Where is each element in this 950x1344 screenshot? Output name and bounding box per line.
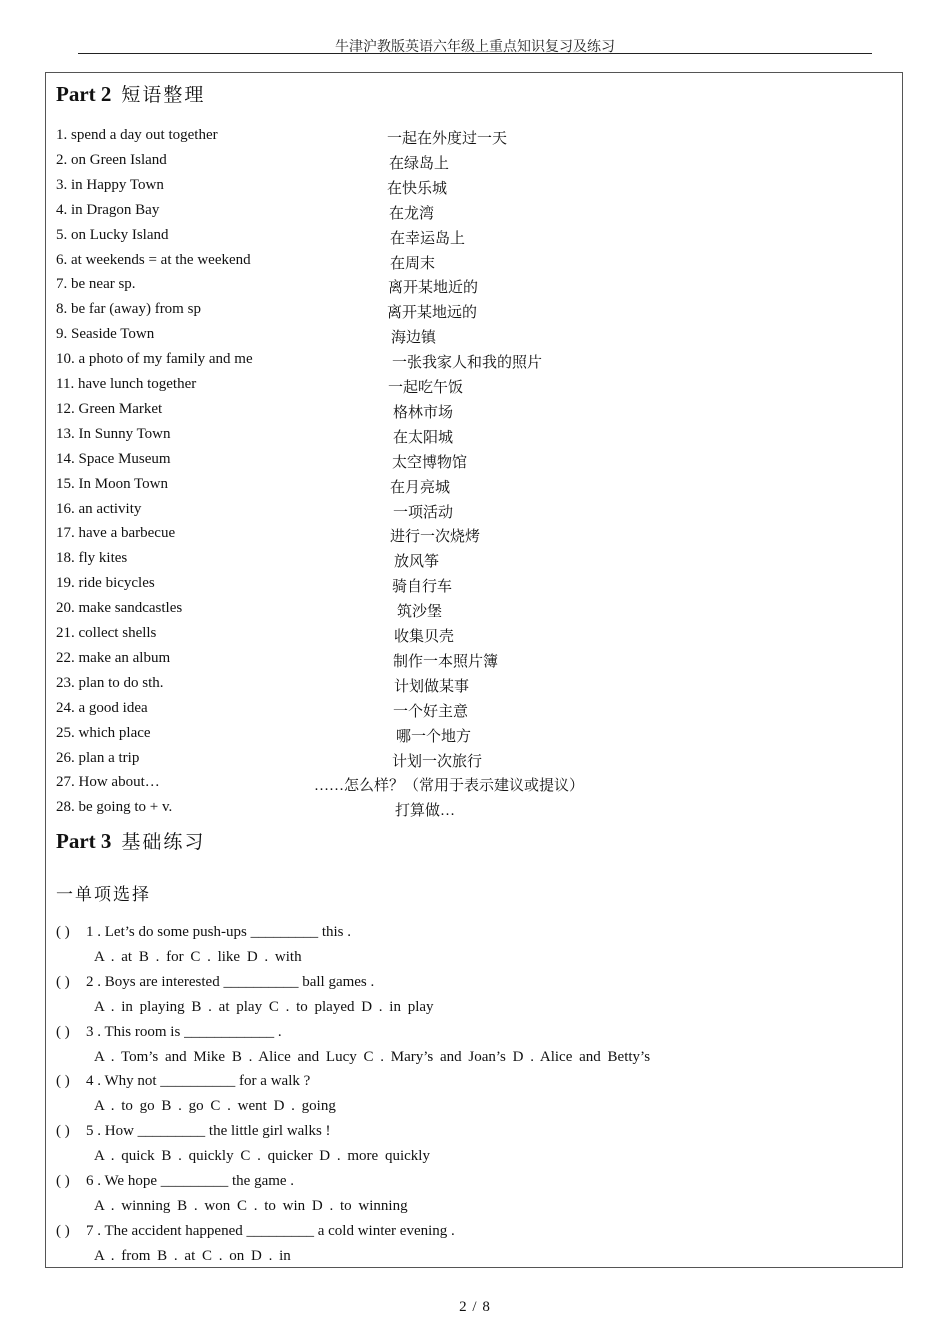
phrase-zh: 计划一次旅行: [392, 753, 483, 770]
header-rule: [78, 53, 872, 54]
answer-blank[interactable]: ( ): [56, 1222, 70, 1239]
phrase-en: 14. Space Museum: [56, 450, 171, 467]
phrase-row: [56, 799, 456, 821]
question-options: A . to go B . go C . went D . going: [94, 1098, 336, 1115]
phrase-row: [56, 226, 466, 249]
question-options: A . from B . at C . on D . in: [94, 1247, 291, 1264]
phrase-row: [56, 774, 585, 796]
answer-blank[interactable]: ( ): [56, 1123, 70, 1140]
question-options: A . Tom’s and Mike B . Alice and Lucy C . Mary’s and Joan’s D . Alice and Betty’s: [94, 1048, 651, 1065]
question-options: A . at B . for C . like D . with: [94, 949, 302, 965]
phrase-zh: 一个好主意: [393, 703, 469, 720]
phrase-en: 27. How about…: [56, 774, 160, 791]
phrase-en: 10. a photo of my family and me: [56, 351, 253, 368]
page-number: 2 / 8: [459, 1299, 491, 1315]
phrase-en: 5. on Lucky Island: [56, 226, 169, 243]
phrase-row: [56, 151, 450, 174]
phrase-row: [56, 400, 454, 423]
phrase-zh: 放风筝: [394, 554, 440, 571]
part3-label: Part 3: [56, 829, 112, 853]
phrase-row: [56, 251, 436, 274]
phrase-zh: 进行一次烧烤: [390, 529, 481, 546]
question-stem: [56, 924, 351, 941]
phrase-zh: 制作一本照片簿: [393, 653, 499, 670]
phrase-row: [56, 127, 508, 149]
phrase-row: [56, 326, 437, 348]
question-text: 3 . This room is ____________ .: [86, 1023, 282, 1040]
phrase-row: [56, 575, 453, 597]
question-text: 1 . Let’s do some push-ups _________ this .: [86, 924, 351, 940]
phrase-zh: 在绿岛上: [389, 155, 450, 172]
question-text: 7 . The accident happened _________ a cold winter evening .: [86, 1222, 455, 1239]
phrase-en: 6. at weekends = at the weekend: [56, 251, 251, 268]
phrase-en: 9. Seaside Town: [56, 326, 155, 343]
phrase-en: 17. have a barbecue: [56, 525, 176, 542]
phrase-en: 19. ride bicycles: [56, 575, 155, 592]
phrase-en: 25. which place: [56, 724, 151, 741]
phrase-en: 20. make sandcastles: [56, 600, 183, 617]
phrase-zh: 格林市场: [393, 404, 454, 421]
phrase-zh: 打算做…: [395, 803, 456, 820]
phrase-row: [56, 276, 479, 298]
phrase-en: 28. be going to + v.: [56, 799, 173, 816]
question-text: 2 . Boys are interested __________ ball games .: [86, 973, 375, 990]
phrase-en: 23. plan to do sth.: [56, 674, 164, 691]
phrase-row: [56, 625, 455, 647]
phrase-en: 15. In Moon Town: [56, 475, 169, 492]
phrase-zh: 太空博物馆: [392, 454, 468, 471]
phrase-row: [56, 351, 543, 373]
phrase-en: 12. Green Market: [56, 400, 163, 417]
phrase-en: 7. be near sp.: [56, 276, 136, 293]
phrase-zh: 一项活动: [393, 504, 454, 521]
phrase-row: [56, 201, 435, 224]
phrase-zh: 计划做某事: [394, 678, 470, 695]
phrase-zh: 在龙湾: [389, 205, 435, 222]
part2-title-zh: 短语整理: [121, 85, 206, 106]
part2-label: Part 2: [56, 82, 112, 106]
phrase-zh: 一起在外度过一天: [387, 131, 508, 147]
phrase-row: [56, 600, 443, 622]
phrase-zh: 海边镇: [391, 330, 437, 347]
phrase-en: 8. be far (away) from sp: [56, 301, 201, 318]
phrase-zh: 在快乐城: [387, 180, 448, 197]
phrase-row: [56, 425, 454, 448]
question-text: 5 . How _________ the little girl walks !: [86, 1123, 331, 1140]
phrase-zh: 收集贝壳: [394, 629, 455, 645]
page-header-title: 牛津沪教版英语六年级上重点知识复习及练习: [335, 40, 615, 55]
part3-title-zh: 基础练习: [121, 832, 206, 853]
phrase-en: 22. make an album: [56, 649, 171, 666]
answer-blank[interactable]: ( ): [56, 1023, 70, 1040]
phrase-zh: 骑自行车: [392, 579, 453, 596]
phrase-row: [56, 500, 454, 523]
phrase-zh: 在太阳城: [393, 429, 454, 446]
phrase-row: [56, 749, 483, 772]
answer-blank[interactable]: ( ): [56, 973, 70, 990]
answer-blank[interactable]: ( ): [56, 1173, 70, 1189]
phrase-row: [56, 674, 470, 697]
phrase-row: [56, 525, 481, 547]
phrase-row: [56, 475, 451, 498]
phrase-zh: ……怎么样？（常用于表示建议或提议）: [314, 778, 585, 795]
question-options: A . in playing B . at play C . to played D . in play: [94, 998, 434, 1015]
phrase-en: 4. in Dragon Bay: [56, 201, 160, 218]
question-options: A . winning B . won C . to win D . to winning: [94, 1198, 408, 1214]
phrase-en: 26. plan a trip: [56, 749, 140, 766]
phrase-zh: 一起吃午饭: [388, 380, 464, 396]
part2-heading: [56, 80, 205, 107]
phrase-en: 1. spend a day out together: [56, 127, 218, 143]
question-text: 6 . We hope _________ the game .: [86, 1173, 295, 1189]
phrase-zh: 离开某地近的: [388, 280, 479, 297]
phrase-row: [56, 301, 478, 323]
phrase-en: 16. an activity: [56, 500, 142, 517]
section-title: 一单项选择: [56, 885, 151, 904]
question-stem: [56, 1073, 310, 1090]
phrase-en: 21. collect shells: [56, 625, 157, 641]
question-text: 4 . Why not __________ for a walk ?: [86, 1073, 311, 1090]
phrase-row: [56, 450, 468, 473]
phrase-zh: 一张我家人和我的照片: [392, 355, 543, 372]
phrase-zh: 在月亮城: [390, 479, 451, 496]
phrase-zh: 筑沙堡: [397, 604, 443, 621]
phrase-zh: 离开某地远的: [387, 305, 478, 322]
question-options: A . quick B . quickly C . quicker D . more quickly: [94, 1148, 430, 1165]
phrase-en: 13. In Sunny Town: [56, 425, 171, 442]
phrase-zh: 在幸运岛上: [390, 230, 466, 247]
question-stem: [56, 1173, 294, 1190]
question-stem: [56, 1024, 282, 1041]
phrase-en: 11. have lunch together: [56, 376, 197, 392]
phrase-row: [56, 724, 472, 747]
phrase-row: [56, 649, 499, 672]
phrase-en: 18. fly kites: [56, 550, 128, 567]
phrase-en: 3. in Happy Town: [56, 176, 164, 193]
phrase-zh: 哪一个地方: [396, 728, 472, 745]
phrase-en: 24. a good idea: [56, 699, 148, 716]
question-stem: [56, 1223, 455, 1240]
phrase-en: 2. on Green Island: [56, 151, 167, 168]
part3-heading: [56, 827, 205, 854]
phrase-row: [56, 699, 469, 722]
question-stem: [56, 1123, 331, 1140]
question-stem: [56, 974, 374, 991]
phrase-row: [56, 550, 440, 572]
answer-blank[interactable]: ( ): [56, 924, 70, 940]
phrase-zh: 在周末: [390, 255, 436, 272]
phrase-row: [56, 376, 464, 398]
phrase-row: [56, 176, 448, 199]
answer-blank[interactable]: ( ): [56, 1073, 70, 1090]
